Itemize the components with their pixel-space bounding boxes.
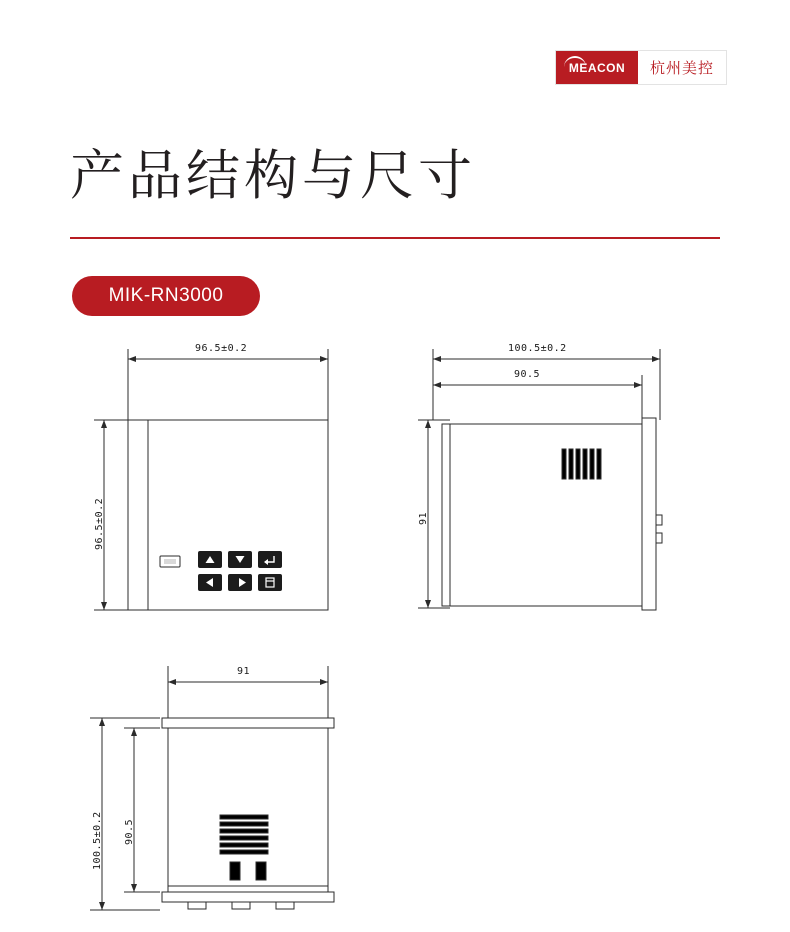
side-body-depth-dim: 90.5 [514, 369, 541, 380]
brand-logo [555, 50, 727, 85]
front-view-drawing [80, 335, 360, 635]
title-divider [70, 237, 720, 239]
page-title: 产品结构与尺寸 [70, 144, 476, 207]
top-width-dim: 91 [237, 666, 251, 677]
side-view-drawing [410, 335, 700, 635]
top-view-svg [80, 660, 370, 932]
front-view-svg [80, 335, 360, 635]
brand-chinese-block [638, 51, 726, 84]
model-badge: MIK-RN3000 [72, 276, 260, 316]
swoosh-icon [564, 56, 586, 67]
brand-english-name: MEACON [568, 60, 626, 75]
side-height-dim: 91 [418, 511, 429, 525]
enter-key [258, 551, 282, 568]
front-height-dim: 96.5±0.2 [94, 497, 105, 550]
brand-chinese-name: 杭州美控 [649, 59, 714, 77]
top-view-drawing [80, 660, 370, 932]
front-width-dim: 96.5±0.2 [195, 343, 248, 354]
side-overall-depth-dim: 100.5±0.2 [508, 343, 567, 354]
top-overall-depth-dim: 100.5±0.2 [92, 811, 103, 870]
brand-logo-mark [556, 51, 638, 84]
menu-key [258, 574, 282, 591]
side-view-svg [410, 335, 700, 635]
top-body-depth-dim: 90.5 [124, 818, 135, 845]
